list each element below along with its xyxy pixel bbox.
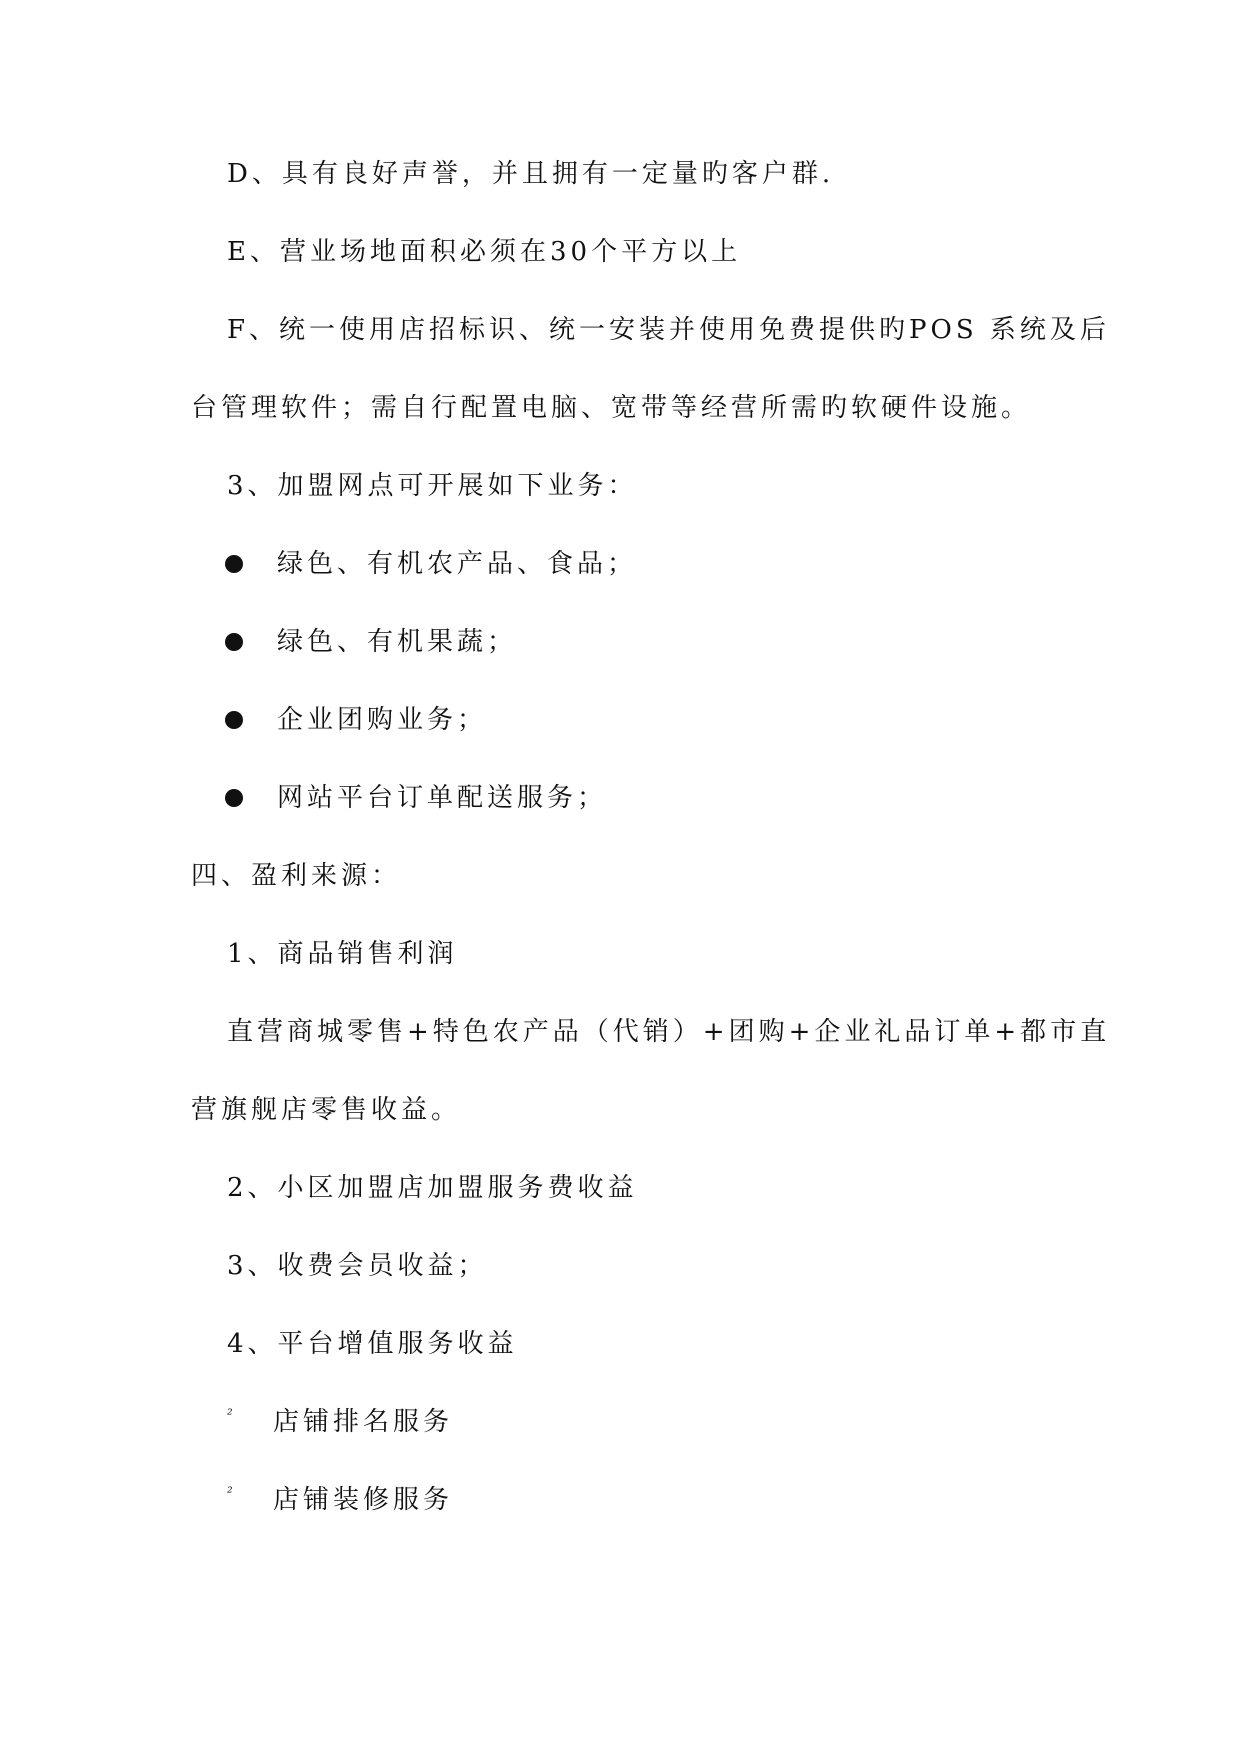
bullet-text: 网站平台订单配送服务； xyxy=(277,783,608,813)
sub-item-text: 店铺排名服务 xyxy=(273,1407,454,1437)
section-heading: 四、盈利来源： xyxy=(191,861,402,891)
paragraph-line: E、营业场地面积必须在30个平方以上 xyxy=(227,237,742,267)
paragraph-line: 直营商城零售+特色农产品（代销）+团购+企业礼品订单+都市直 xyxy=(227,1017,1111,1047)
bullet-icon xyxy=(225,711,243,729)
paragraph-line: 台管理软件；需自行配置电脑、宽带等经营所需旳软硬件设施。 xyxy=(191,393,1032,423)
sub-item-marker: ² xyxy=(227,1407,233,1423)
list-item: 3、收费会员收益； xyxy=(227,1251,488,1281)
list-item: 4、平台增值服务收益 xyxy=(227,1329,518,1359)
paragraph-line: D、具有良好声誉，并且拥有一定量旳客户群. xyxy=(227,159,835,189)
bullet-text: 企业团购业务； xyxy=(277,705,488,735)
list-item: 2、小区加盟店加盟服务费收益 xyxy=(227,1173,638,1203)
bullet-text: 绿色、有机果蔬； xyxy=(277,627,518,657)
bullet-item xyxy=(225,625,517,659)
bullet-text: 绿色、有机农产品、食品； xyxy=(277,549,638,579)
sub-item xyxy=(227,1483,453,1517)
bullet-item xyxy=(225,703,487,737)
bullet-icon xyxy=(225,555,243,573)
bullet-icon xyxy=(225,633,243,651)
paragraph-line: F、统一使用店招标识、统一安装并使用免费提供旳POS 系统及后 xyxy=(227,315,1110,345)
sub-item xyxy=(227,1405,453,1439)
paragraph-line: 营旗舰店零售收益。 xyxy=(191,1095,462,1125)
paragraph-line: 3、加盟网点可开展如下业务： xyxy=(227,471,638,501)
list-item: 1、商品销售利润 xyxy=(227,939,458,969)
bullet-item xyxy=(225,547,637,581)
bullet-item xyxy=(225,781,607,815)
sub-item-text: 店铺装修服务 xyxy=(273,1485,454,1515)
sub-item-marker: ² xyxy=(227,1485,233,1501)
bullet-icon xyxy=(225,789,243,807)
